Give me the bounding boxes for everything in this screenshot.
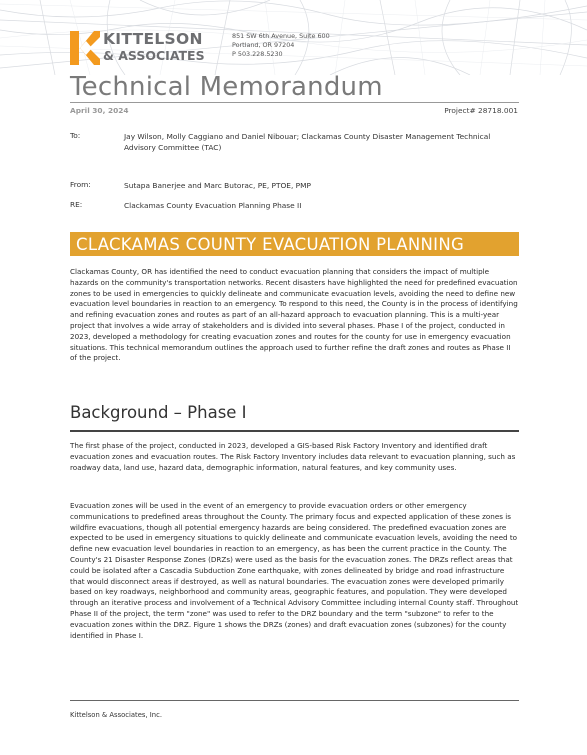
- section-divider: [70, 430, 519, 432]
- from-value: Sutapa Banerjee and Marc Butorac, PE, PTOE, PMP: [124, 181, 311, 190]
- footer-company: Kittelson & Associates, Inc.: [70, 711, 162, 719]
- from-label: From:: [70, 180, 91, 189]
- kittelson-logo: [70, 31, 218, 65]
- re-value: Clackamas County Evacuation Planning Phase II: [124, 201, 302, 210]
- intro-paragraph: Clackamas County, OR has identified the need to conduct evacuation planning that considers the impact of multiple hazards on the community's transportation networks. Recent disasters have highlighted the need for predefined evacuation zones to be used in emergencies to quickly delineate and communicate evacuation levels, avoiding the need to define new evacuation level boundaries in reaction to an emergency. To respond to this need, the County is in the process of identifying and refining evacuation zones and routes as part of an all-hazard approach to evacuation planning. This is a multi-year project that involves a wide array of stakeholders and is divided into several phases. Phase I of the project, conducted in 2023, developed a methodology for creating evacuation zones and routes for the county for use in emergency evacuation situations. This technical memorandum outlines the approach used to further refine the draft zones and routes as Phase II of the project.: [70, 267, 518, 363]
- title-banner: [70, 232, 519, 256]
- footer-divider: [70, 700, 519, 701]
- background-paragraph-2: Evacuation zones will be used in the event of an emergency to provide evacuation orders or other emergency communications to predefined areas throughout the County. The primary focus and expected application of these zones is wildfire evacuations, though all potential emergency hazards are being considered. The predefined evacuation zones are expected to be used in emergency situations to quickly delineate and communicate evacuation levels, avoiding the need to define new evacuation level boundaries in reaction to an emergency, as has been the current practice in the County. The County's 21 Disaster Response Zones (DRZs) were used as the basis for the evacuation zones. The DRZs reflect areas that could be isolated after a Cascadia Subduction Zone earthquake, with zones delineated by bridge and road infrastructure that would disconnect areas if destroyed, as well as natural boundaries. The evacuation zones were developed primarily based on key roadways, neighborhood and community areas, geographic features, and population. They were developed through an iterative process and involvement of a Technical Advisory Committee including internal County staff. Throughout Phase II of the project, the term "zone" was used to refer to the DRZ boundary and the term "subzone" to refer to the evacuation zones within the DRZ. Figure 1 shows the DRZs (zones) and draft evacuation zones (subzones) for the county identified in Phase I.: [70, 501, 519, 640]
- address-line: 851 SW 6th Avenue, Suite 600: [232, 32, 330, 40]
- re-label: RE:: [70, 200, 83, 209]
- background-paragraph-1: The first phase of the project, conducted in 2023, developed a GIS-based Risk Factory Inventory and identified draft evacuation zones and evacuation routes. The Risk Factory Inventory includes data relevant to evacuation planning, such as roadway data, land use, hazard data, demographic information, natural features, and key community uses.: [70, 441, 516, 472]
- to-label: To:: [70, 131, 81, 140]
- to-value: Jay Wilson, Molly Caggiano and Daniel Nibouar; Clackamas County Disaster Management Technical Advisory Committee (TAC): [124, 132, 491, 152]
- k-logo-icon: [70, 31, 100, 65]
- banner-title: CLACKAMAS COUNTY EVACUATION PLANNING: [76, 235, 465, 254]
- title-divider: [70, 102, 519, 103]
- office-address: [232, 32, 330, 59]
- logo-subtitle: & ASSOCIATES: [103, 48, 205, 63]
- logo-name: KITTELSON: [103, 30, 203, 48]
- section-heading: Background – Phase I: [70, 403, 247, 422]
- address-line: Portland, OR 97204: [232, 41, 295, 49]
- address-phone: P 503.228.5230: [232, 50, 283, 58]
- memo-date: April 30, 2024: [70, 106, 129, 115]
- project-number: Project# 28718.001: [444, 106, 518, 115]
- document-title: Technical Memorandum: [70, 72, 383, 102]
